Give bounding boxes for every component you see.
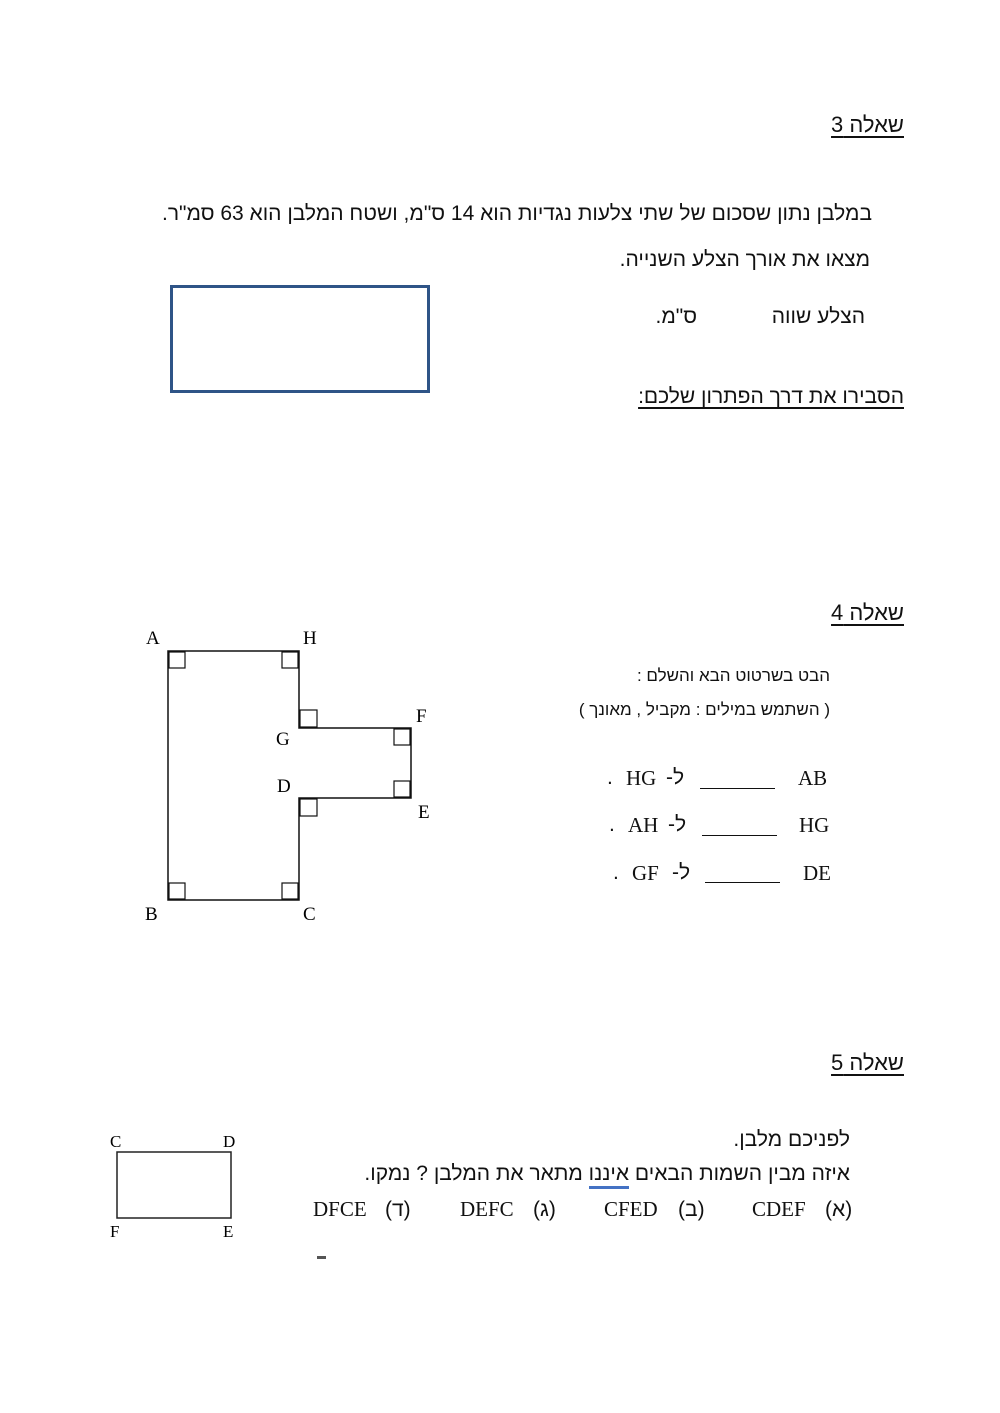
row-period: . bbox=[613, 861, 619, 884]
row-period: . bbox=[607, 766, 613, 789]
question-3-line1: במלבן נתון שסכום של שתי צלעות נגדיות הוא 14 ס"מ, ושטח המלבן הוא 63 סמ"ר. bbox=[162, 202, 872, 225]
row-left-segment: HG bbox=[799, 813, 830, 837]
row-prefix: ל- bbox=[666, 766, 685, 789]
vertex-label-a: A bbox=[146, 628, 160, 649]
line2-pre: איזה מבין השמות הבאים bbox=[629, 1162, 850, 1185]
option-a-mark: (א) bbox=[825, 1198, 853, 1221]
row-period: . bbox=[609, 813, 615, 836]
row-right-segment: GF bbox=[632, 861, 659, 885]
vertex-label-c: C bbox=[303, 904, 316, 925]
option-c-value: DEFC bbox=[460, 1197, 514, 1221]
fill-blank[interactable] bbox=[702, 815, 777, 836]
vertex-label-g: G bbox=[276, 729, 290, 750]
question-4-title: שאלה 4 bbox=[831, 600, 904, 625]
question-4-instruction: הבט בשרטוט הבא והשלם : bbox=[636, 666, 830, 685]
vertex-label-f: F bbox=[416, 706, 427, 727]
vertex-label-c: C bbox=[110, 1132, 122, 1151]
vertex-label-d: D bbox=[277, 776, 291, 797]
fill-blank[interactable] bbox=[705, 862, 780, 883]
rectangle-figure bbox=[100, 1125, 250, 1245]
vertex-label-e: E bbox=[223, 1222, 234, 1241]
right-angle-d bbox=[300, 799, 317, 816]
right-angle-c bbox=[282, 883, 298, 899]
row-prefix: ל- bbox=[672, 861, 691, 884]
question-3-line2: מצאו את אורך הצלע השנייה. bbox=[619, 248, 870, 271]
explain-prompt: הסבירו את דרך הפתרון שלכם: bbox=[638, 385, 904, 408]
row-right-segment: AH bbox=[628, 813, 659, 837]
polygon-figure bbox=[130, 620, 450, 930]
vertex-label-d: D bbox=[223, 1132, 236, 1151]
option-b-mark: (ב) bbox=[678, 1198, 705, 1221]
vertex-label-f: F bbox=[110, 1222, 120, 1241]
option-c-mark: (ג) bbox=[533, 1198, 556, 1221]
row-left-segment: AB bbox=[798, 766, 828, 790]
row-right-segment: HG bbox=[626, 766, 657, 790]
question-3-title: שאלה 3 bbox=[831, 112, 904, 137]
right-angle-g bbox=[300, 710, 317, 727]
question-5-line2 bbox=[364, 1162, 850, 1186]
option-d-value: DFCE bbox=[313, 1197, 367, 1221]
answer-unit: ס"מ. bbox=[655, 305, 697, 328]
fill-blank[interactable] bbox=[700, 768, 775, 789]
option-b-value: CFED bbox=[604, 1197, 658, 1221]
line2-emphasis: איננו bbox=[589, 1162, 629, 1189]
row-left-segment: DE bbox=[803, 861, 831, 885]
question-5-line1: לפניכם מלבן. bbox=[733, 1128, 850, 1151]
right-angle-a bbox=[169, 652, 185, 668]
vertex-label-e: E bbox=[418, 802, 430, 823]
option-a-value: CDEF bbox=[752, 1197, 806, 1221]
rectangle-outline bbox=[117, 1152, 231, 1218]
question-4-hint: ( השתמש במילים : מקביל , מאונך ) bbox=[578, 700, 830, 719]
vertex-label-b: B bbox=[145, 904, 158, 925]
answer-box[interactable] bbox=[170, 285, 430, 393]
right-angle-h bbox=[282, 652, 298, 668]
stray-mark bbox=[317, 1256, 326, 1259]
vertex-label-h: H bbox=[303, 628, 317, 649]
question-5-title: שאלה 5 bbox=[831, 1050, 904, 1075]
right-angle-f bbox=[394, 729, 410, 745]
right-angle-e bbox=[394, 781, 410, 797]
line2-post: מתאר את המלבן ? נמקו. bbox=[364, 1162, 589, 1185]
row-prefix: ל- bbox=[668, 813, 687, 836]
answer-label: הצלע שווה bbox=[771, 305, 865, 328]
right-angle-b bbox=[169, 883, 185, 899]
option-d-mark: (ד) bbox=[385, 1198, 411, 1221]
